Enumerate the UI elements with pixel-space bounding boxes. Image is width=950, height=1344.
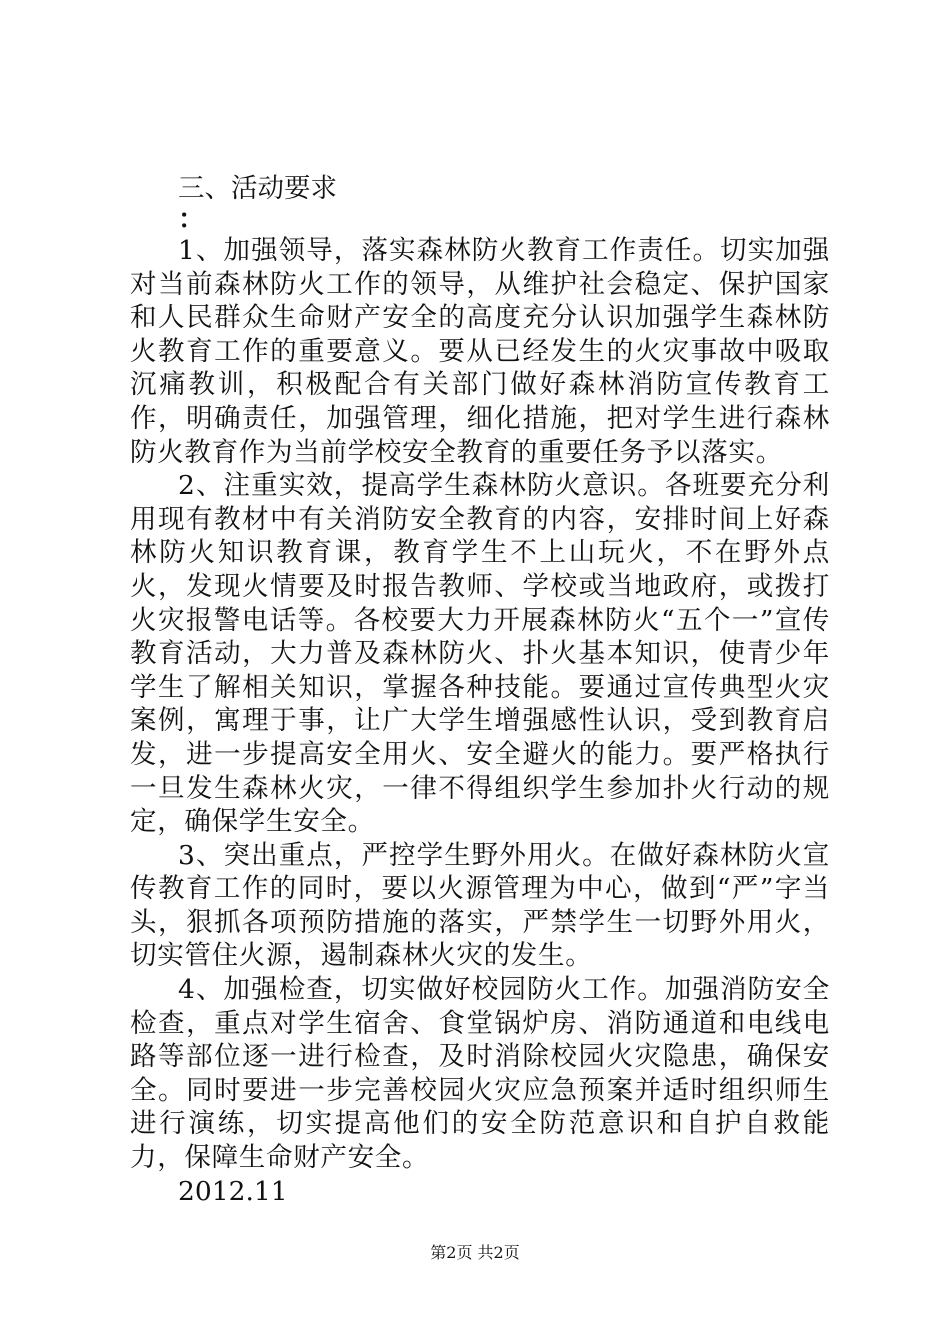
colon-mark: ： xyxy=(178,204,205,235)
page-footer: 第2页 共2页 xyxy=(430,1243,520,1262)
paragraph-1: 1、加强领导，落实森林防火教育工作责任。切实加强对当前森林防火工作的领导，从维护社会稳定、保护国家和人民群众生命财产安全的高度充分认识加强学生森林防火教育工作的重要意义。要从已经发生的火灾事故中吸取沉痛教训，积极配合有关部门做好森林消防宣传教育工作，明确责任，加强管理，细化措施，把对学生进行森林防火教育作为当前学校安全教育的重要任务予以落实。 xyxy=(130,235,830,468)
paragraph-4: 4、加强检查，切实做好校园防火工作。加强消防安全检查，重点对学生宿舍、食堂锅炉房、消防通道和电线电路等部位逐一进行检查，及时消除校园火灾隐患，确保安全。同时要进一步完善校园火灾应急预案并适时组织师生进行演练，切实提高他们的安全防范意识和自护自救能力，保障生命财产安全。 xyxy=(130,974,830,1174)
document-body xyxy=(130,168,830,1209)
paragraph-3: 3、突出重点，严控学生野外用火。在做好森林防火宣传教育工作的同时，要以火源管理为中心，做到“严”字当头，狠抓各项预防措施的落实，严禁学生一切野外用火，切实管住火源，遏制森林火灾的发生。 xyxy=(130,839,830,972)
section-title: 三、活动要求 xyxy=(178,173,337,204)
paragraph-2: 2、注重实效，提高学生森林防火意识。各班要充分利用现有教材中有关消防安全教育的内容，安排时间上好森林防火知识教育课，教育学生不上山玩火，不在野外点火，发现火情要及时报告教师、学校或当地政府，或拨打火灾报警电话等。各校要大力开展森林防火“五个一”宣传教育活动，大力普及森林防火、扑火基本知识，使青少年学生了解相关知识，掌握各种技能。要通过宣传典型火灾案例，寓理于事，让广大学生增强感性认识，受到教育启发，进一步提高安全用火、安全避火的能力。要严格执行一旦发生森林火灾，一律不得组织学生参加扑火行动的规定，确保学生安全。 xyxy=(130,470,830,838)
document-date: 2012.11 xyxy=(178,1175,288,1207)
